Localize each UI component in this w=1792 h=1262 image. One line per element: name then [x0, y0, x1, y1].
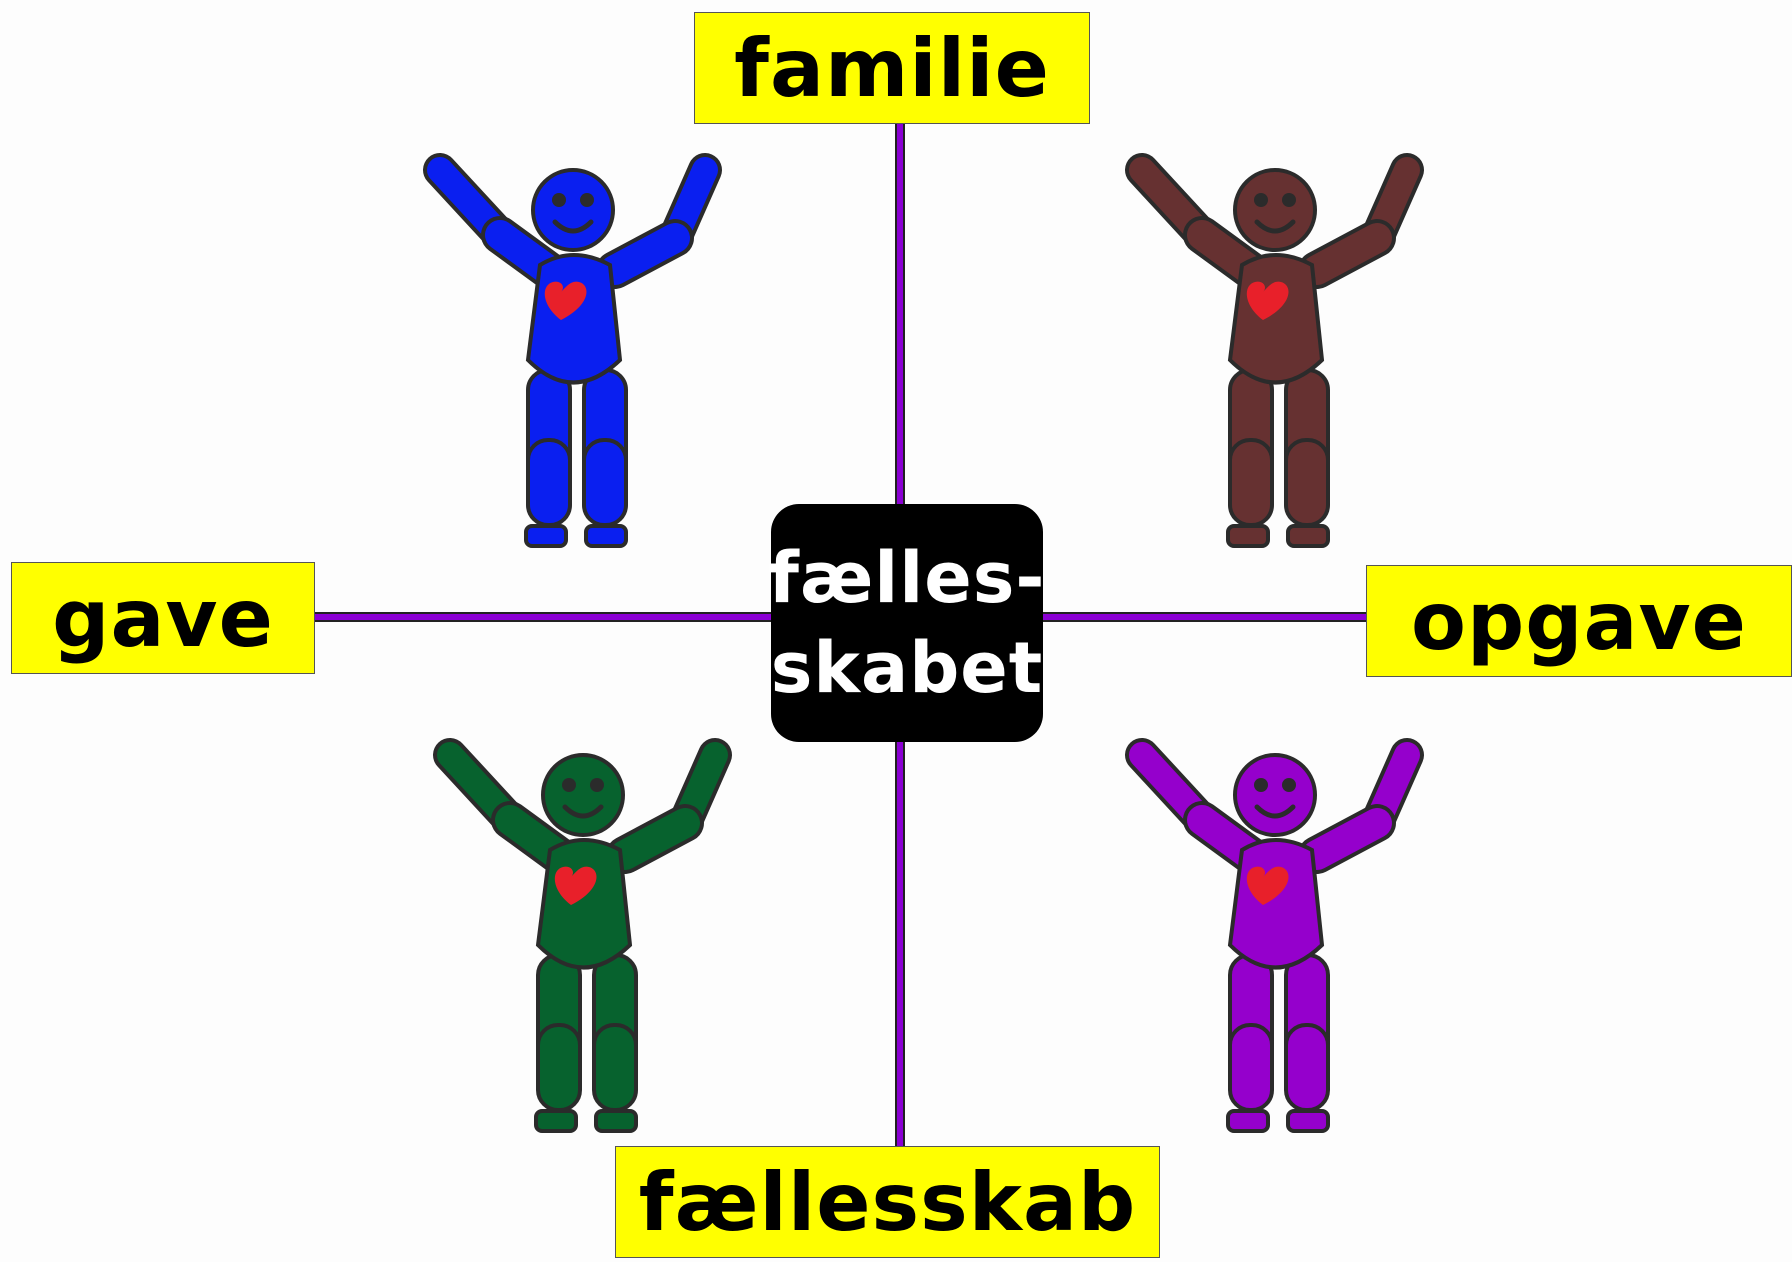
- label-faellesskab-text: fællesskab: [638, 1155, 1137, 1249]
- figure-brown: [1142, 170, 1407, 546]
- label-gave: [11, 562, 315, 674]
- label-opgave: [1366, 565, 1792, 677]
- label-opgave-text: opgave: [1411, 574, 1747, 668]
- label-familie: [694, 12, 1090, 124]
- label-faellesskab: [615, 1146, 1160, 1258]
- figure-blue: [440, 170, 705, 546]
- label-gave-text: gave: [52, 571, 274, 665]
- figure-purple: [1142, 755, 1407, 1131]
- figure-green: [450, 755, 715, 1131]
- label-familie-text: familie: [734, 21, 1050, 115]
- center-line-1: fælles-: [768, 537, 1046, 619]
- center-line-2: skabet: [770, 627, 1044, 709]
- center-node: [768, 504, 1046, 742]
